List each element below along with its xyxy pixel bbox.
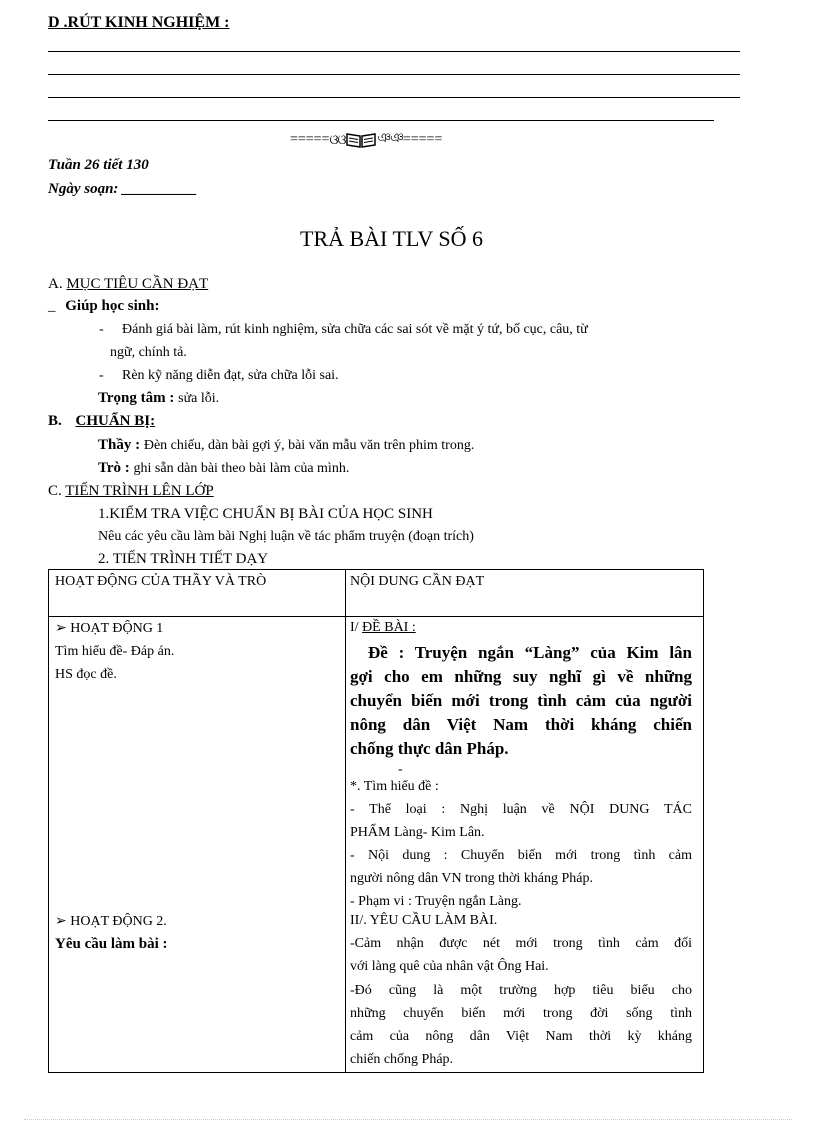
step-2: 2. TIẾN TRÌNH TIẾT DẠY bbox=[98, 551, 269, 567]
rut-kinh-nghiem-heading: D .RÚT KINH NGHIỆM : bbox=[48, 14, 230, 31]
pham-vi: - Phạm vi : Truyện ngắn Làng. bbox=[350, 894, 522, 909]
page-title: TRẢ BÀI TLV SỐ 6 bbox=[300, 226, 483, 251]
yc2-line-3: cảm của nông dân Việt Nam thời kỳ kháng bbox=[350, 1029, 692, 1044]
teacher-line: Thầy : Đèn chiếu, dàn bài gợi ý, bài văn mẫu văn trên phim trong. bbox=[98, 437, 475, 453]
activities-cell bbox=[49, 617, 346, 1073]
divider-right: ===== bbox=[402, 131, 443, 147]
small-dash: - bbox=[398, 762, 403, 777]
section-a-intro: _ Giúp học sinh: bbox=[48, 298, 160, 314]
table-header-row bbox=[49, 570, 704, 617]
focus-line: Trọng tâm : sửa lỗi. bbox=[98, 390, 220, 406]
section-a-item-2: Rèn kỹ năng diễn đạt, sửa chữa lỗi sai. bbox=[122, 368, 339, 383]
the-loai-line-1: - Thể loại : Nghị luận về NỘI DUNG TÁC bbox=[350, 802, 692, 817]
open-book-icon bbox=[345, 131, 377, 149]
header-cell-content bbox=[346, 570, 704, 617]
table-row bbox=[49, 617, 704, 1073]
yc2-line-2: những chuyển biến mới trong đời sống tình bbox=[350, 1006, 692, 1021]
de-bai-line-5: chống thực dân Pháp. bbox=[350, 739, 509, 758]
page-footer-rule bbox=[24, 1119, 792, 1120]
step-1-detail: Nêu các yêu cầu làm bài Nghị luận về tác phẩm truyện (đoạn trích) bbox=[98, 529, 474, 544]
step-1: 1.KIỂM TRA VIỆC CHUẨN BỊ BÀI CỦA HỌC SINH bbox=[98, 506, 433, 522]
noi-dung-line-2: người nông dân VN trong thời kháng Pháp. bbox=[350, 871, 594, 886]
activity-1-line-1: Tìm hiểu đề- Đáp án. bbox=[55, 644, 175, 659]
section-a-heading: A. MỤC TIÊU CẦN ĐẠT bbox=[48, 276, 209, 292]
ornament-left-icon: ଓଓ bbox=[329, 131, 346, 147]
ornament-right-icon: ঞঞ bbox=[377, 130, 403, 145]
arrow-icon: ➢ bbox=[55, 914, 67, 929]
blank-line-2 bbox=[48, 74, 740, 75]
de-bai-line-3: chuyển biến mới trong tình cảm của người bbox=[350, 691, 692, 710]
arrow-icon: ➢ bbox=[55, 621, 67, 636]
yc2-line-1: -Đó cũng là một trường hợp tiêu biểu cho bbox=[350, 983, 692, 998]
de-bai-line-4: nông dân Việt Nam thời kháng chiến bbox=[350, 715, 692, 734]
yc1-line-1: -Cảm nhận được nét mới trong tình cảm đối bbox=[350, 936, 692, 951]
activity-1: ➢ HOẠT ĐỘNG 1 bbox=[55, 621, 164, 636]
blank-line-3 bbox=[48, 97, 740, 98]
section-a-item-1-line-1: Đánh giá bài làm, rút kinh nghiệm, sửa chữa các sai sót về mặt ý tứ, bố cục, câu, từ bbox=[122, 322, 588, 337]
student-line: Trò : ghi sẵn dàn bài theo bài làm của mình. bbox=[98, 460, 350, 476]
de-bai-line-1: Đề : Truyện ngắn “Làng” của Kim lân bbox=[368, 643, 692, 662]
ornament-divider bbox=[290, 129, 442, 150]
yc1-line-2: với làng quê của nhân vật Ông Hai. bbox=[350, 959, 549, 974]
de-bai-line-2: gợi cho em những suy nghĩ gì về những bbox=[350, 667, 692, 686]
section-a-dash-1: - bbox=[99, 322, 104, 337]
de-bai-heading: I/ ĐỀ BÀI : bbox=[350, 620, 416, 635]
activity-1-line-2: HS đọc đề. bbox=[55, 667, 117, 682]
the-loai-line-2: PHẨM Làng- Kim Lân. bbox=[350, 825, 485, 840]
yc2-line-4: chiến chống Pháp. bbox=[350, 1052, 454, 1067]
tim-hieu-de: *. Tìm hiểu đề : bbox=[350, 779, 439, 794]
header-content: NỘI DUNG CẦN ĐẠT bbox=[350, 574, 485, 589]
activity-2: ➢ HOẠT ĐỘNG 2. bbox=[55, 914, 167, 929]
blank-line-1 bbox=[48, 51, 740, 52]
section-b-heading: B. CHUẨN BỊ: bbox=[48, 413, 156, 429]
section-a-dash-2: - bbox=[99, 368, 104, 383]
lesson-table bbox=[48, 569, 704, 1073]
lesson-date: Ngày soạn: __________ bbox=[48, 181, 198, 197]
section-c-heading: C. TIẾN TRÌNH LÊN LỚP bbox=[48, 483, 214, 499]
yeu-cau-heading: II/. YÊU CẦU LÀM BÀI. bbox=[350, 913, 498, 928]
header-cell-activities bbox=[49, 570, 346, 617]
content-cell bbox=[346, 617, 704, 1073]
blank-line-4 bbox=[48, 120, 714, 121]
noi-dung-line-1: - Nội dung : Chuyển biến mới trong tình cảm bbox=[350, 848, 692, 863]
lesson-week: Tuần 26 tiết 130 bbox=[48, 157, 149, 173]
divider-left: ===== bbox=[290, 131, 330, 147]
section-a-item-1-line-2: ngữ, chính tả. bbox=[110, 345, 187, 360]
activity-2-line-1: Yêu cầu làm bài : bbox=[55, 936, 168, 952]
header-activities: HOẠT ĐỘNG CỦA THẦY VÀ TRÒ bbox=[55, 574, 267, 589]
